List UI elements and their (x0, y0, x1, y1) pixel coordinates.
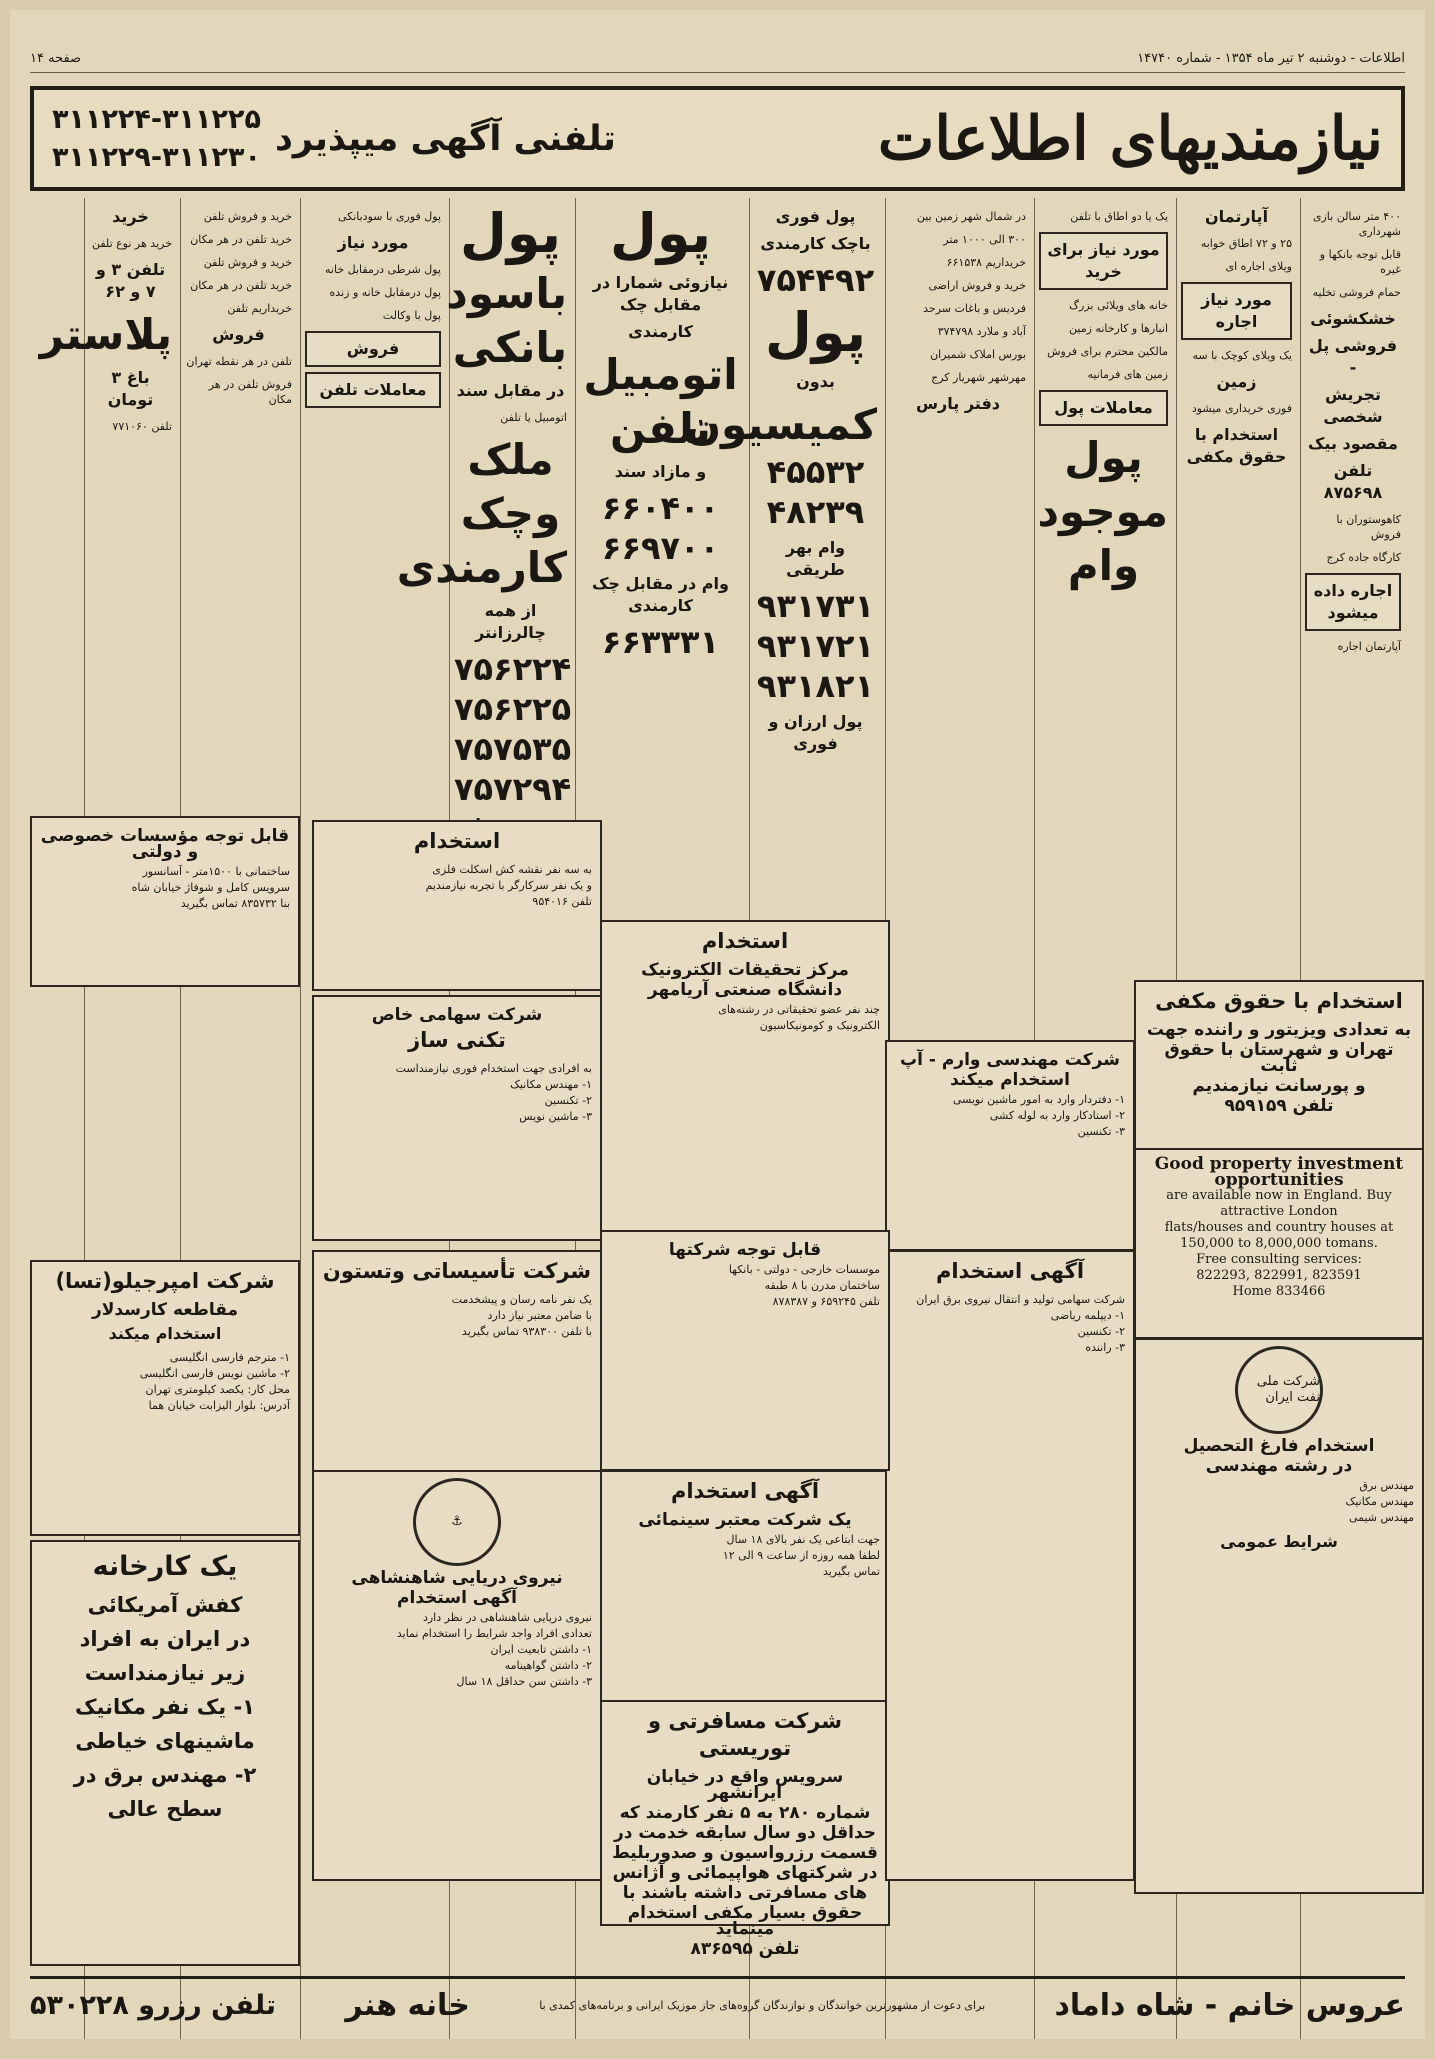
advert-line: در شرکتهای هواپیمائی و آژانس (612, 1863, 878, 1883)
check-heading: وچک (460, 489, 561, 538)
advert-line: ۳- داشتن سن حداقل ۱۸ سال (456, 1675, 592, 1688)
ad-heading: باچک کارمندی (760, 234, 871, 253)
advert-line: با ضامن معتبر نیاز دارد (487, 1309, 592, 1322)
property-heading: ملک (467, 435, 554, 484)
ad-line: خرید تلفن در هر مکان (190, 233, 292, 246)
oil-company-logo: شرکت ملی نفت ایران (1235, 1346, 1323, 1434)
ad-line: ویلای اجاره ای (1225, 260, 1292, 273)
advert-title: استخدام (413, 829, 501, 853)
advert-line: استخدام میکند (108, 1324, 222, 1343)
advert-line: ۲- استادکار وارد به لوله کشی (989, 1109, 1125, 1122)
advert-subtitle: استخدام فارغ التحصیل (1183, 1436, 1375, 1456)
ad-line: ۴۰۰ متر سالن بازی شهرداری (1312, 210, 1401, 238)
section-label: معاملات تلفن (305, 372, 441, 408)
advert-line: مرکز تحقیقات الکترونیک (641, 960, 849, 980)
phone-number: ۶۶۳۳۳۱ (601, 623, 720, 661)
plaster-heading: پلاستر (39, 310, 172, 359)
advert-line: ۱- مترجم فارسی انگلیسی (169, 1351, 290, 1364)
advert-line: کفش آمریکائی (87, 1593, 243, 1617)
ad-line: تلفن ۷۷۱۰۶۰ (112, 420, 172, 433)
money-heading: پول موجود (1037, 433, 1168, 536)
ad-line: خرید هر نوع تلفن (91, 237, 172, 250)
factory-advertisement (30, 1540, 300, 1966)
footer-text: برای دعوت از مشهورترین خوانندگان و نوازندگان گروه‌های جاز موزیک ایرانی و برنامه‌های کمدی با (539, 1998, 986, 2012)
advert-title: استخدام (701, 929, 789, 953)
ad-line: قابل توجه بانکها و غیره (1319, 248, 1401, 276)
ad-line: فروش تلفن در هر مکان (208, 378, 292, 406)
bank-interest-heading: باسود بانکی (446, 269, 567, 372)
advert-line: ۳- راننده (1085, 1341, 1125, 1354)
advert-line: الکترونیک و کومونیکاسیون (759, 1019, 880, 1032)
advert-subtitle: مقاطعه کارسدلار (91, 1300, 239, 1320)
drafting-advertisement (312, 820, 602, 991)
ad-line: یک یا دو اطاق با تلفن (1070, 210, 1168, 223)
phone-number: ۹۳۱۸۲۱ (756, 667, 875, 705)
advert-line: تهران و شهرستان با حقوق ثابت (1164, 1040, 1394, 1076)
advert-line: چند نفر عضو تحقیقاتی در رشته‌های (718, 1003, 880, 1016)
advert-title: شرکت تأسیساتی وتستون (322, 1259, 592, 1283)
ad-heading: خرید (112, 207, 149, 226)
ad-line: حمام فروشی تخلیه (1312, 286, 1401, 299)
ad-heading: فروشی پل - (1308, 336, 1398, 377)
advert-line: ۲- تکنسین (1077, 1325, 1125, 1338)
ad-line: خرید و فروش اراضی (928, 279, 1026, 292)
english-line: Home 833466 (1232, 1284, 1326, 1299)
ad-line: خانه های ویلائی بزرگ (1069, 299, 1168, 312)
ad-line: خرید و فروش تلفن (203, 210, 292, 223)
phone-number: ۴۵۵۳۲ (766, 453, 865, 491)
advert-subtitle: تکنی ساز (408, 1028, 506, 1052)
phone-number: ۹۳۱۷۲۱ (756, 627, 875, 665)
ad-heading: مورد نیاز (337, 233, 409, 252)
ad-line: بورس املاک شمیران (930, 348, 1026, 361)
advert-title: شرکت مسافرتی و توریستی (647, 1709, 843, 1760)
ad-heading: تلفن ۳ و ۷ و ۶۲ (95, 260, 166, 301)
advert-line: قسمت رزرواسیون و صدوربلیط (612, 1843, 878, 1863)
ad-line: کارگاه جاده کرج (1326, 551, 1401, 564)
advert-line: ۱- مهندس مکانیک (510, 1078, 592, 1091)
banner-title: نیازمندیهای اطلاعات (877, 103, 1383, 174)
advert-line: موسسات خارجی - دولتی - بانکها (728, 1263, 880, 1276)
advert-line: و یک نفر سرکارگر با تجربه نیازمندیم (425, 879, 592, 892)
advert-line: مهندس شیمی (1348, 1511, 1414, 1524)
advert-line: استخدام میکند (950, 1070, 1070, 1090)
advert-line: یک نفر نامه رسان و پیشخدمت (451, 1293, 592, 1306)
english-line: Free consulting services: (1196, 1252, 1362, 1267)
ad-heading: و مازاد سند (614, 462, 707, 481)
advert-line: ۲- داشتن گواهینامه (504, 1659, 592, 1672)
advert-line: تلفن ۹۵۹۱۵۹ (1224, 1096, 1334, 1116)
advert-line: مهندس مکانیک (1345, 1495, 1414, 1508)
ad-heading: مقصود بیک (1308, 434, 1398, 453)
advert-line: ۱- داشتن تابعیت ایران (490, 1643, 592, 1656)
phone-number: ۴۸۲۳۹ (766, 493, 865, 531)
ad-line: پول شرطی درمقابل خانه (325, 263, 441, 276)
english-title: Good property investment opportunities (1154, 1154, 1404, 1190)
ad-heading: پول ارزان و فوری (768, 712, 863, 753)
ad-heading: باغ ۳ تومان (107, 368, 154, 409)
advert-line: مهندس برق (1359, 1479, 1414, 1492)
ad-heading: تلفن ۸۷۵۶۹۸ (1323, 461, 1383, 502)
advert-line: سطح عالی (107, 1797, 223, 1821)
auto-heading: اتومبیل (583, 350, 738, 399)
advert-line: ۳- ماشین نویس (519, 1110, 592, 1123)
advert-title: آگهی استخدام (670, 1479, 820, 1503)
banner-phone: ۳۱۱۲۲۹-۳۱۱۲۳۰ (52, 141, 261, 173)
advert-line: تلفن ۸۳۶۵۹۵ (690, 1939, 800, 1959)
issue-info: اطلاعات - دوشنبه ۲ تیر ماه ۱۳۵۴ - شماره ۱۴۷۴۰ (1137, 50, 1405, 66)
advert-subtitle: یک شرکت معتبر سینمائی (638, 1510, 852, 1530)
english-advertisement (1134, 1148, 1424, 1339)
advert-line: ۲- مهندس برق در (73, 1763, 257, 1787)
footer-brand: خانه هنر (345, 1987, 470, 2023)
english-line: are available now in England. Buy attractive London (1166, 1188, 1392, 1219)
advert-line: ساختمان مدرن با ۸ طبقه (764, 1279, 880, 1292)
page-number: صفحه ۱۴ (30, 50, 82, 66)
main-banner (30, 86, 1405, 191)
ad-line: کاهوستوران با فروش (1336, 513, 1401, 541)
advert-line: ساختمانی با ۱۵۰۰متر - آسانسور (142, 865, 290, 878)
english-line: flats/houses and country houses at 150,000 to 8,000,000 tomans. (1164, 1220, 1394, 1251)
advert-line: سرویس واقع در خیابان ایرانشهر (646, 1767, 844, 1803)
navy-advertisement (312, 1470, 602, 1881)
ad-heading: فروش (212, 325, 265, 344)
advert-line: شرایط عمومی (1220, 1532, 1338, 1551)
advert-line: تلفن ۶۵۹۲۴۵ و ۸۷۸۳۸۷ (772, 1295, 880, 1308)
ad-heading: کارمندی (628, 322, 693, 341)
ad-line: پول فوری با سودبانکی (337, 210, 441, 223)
advert-line: بنا ۸۳۵۷۳۲ تماس بگیرید (180, 897, 290, 910)
footer-title: عروس خانم - شاه داماد (1054, 1987, 1405, 2023)
advert-line: تلفن ۹۵۴۰۱۶ (532, 895, 592, 908)
ad-line: زمین های فرمانیه (1087, 368, 1168, 381)
phone-number: ۹۳۱۷۳۱ (756, 587, 875, 625)
section-label: اجاره داده میشود (1305, 573, 1401, 631)
advert-line: شرکت سهامی تولید و انتقال نیروی برق ایران (916, 1293, 1125, 1306)
section-label: معاملات پول (1039, 390, 1168, 426)
loan-heading: وام (1067, 541, 1140, 590)
ad-heading: از همه چالرزانتر (475, 601, 546, 642)
advert-title: قابل توجه شرکتها (668, 1240, 822, 1260)
advert-line: شماره ۲۸۰ به ۵ نفر کارمند که (619, 1803, 871, 1823)
ad-line: پول درمقابل خانه و زنده (329, 286, 441, 299)
ad-heading: پول فوری (775, 207, 856, 226)
companies-notice-advertisement (600, 1230, 890, 1471)
advert-line: زیر نیازمنداست (84, 1661, 246, 1685)
advert-line: های مسافرتی داشته باشند با (622, 1883, 868, 1903)
advert-line: محل کار: یکصد کیلومتری تهران (145, 1383, 290, 1396)
phone-number: ۷۵۴۴۹۲ (756, 261, 875, 299)
money-heading: پول (610, 202, 711, 265)
ad-line: انبارها و کارخانه زمین (1069, 322, 1168, 335)
advert-line: به افرادی جهت استخدام فوری نیازمنداست (395, 1062, 592, 1075)
advert-line: در رشته مهندسی (1205, 1456, 1353, 1476)
ad-heading: استخدام با حقوق مکفی (1186, 425, 1287, 466)
advert-line: حقوق بسیار مکفی استخدام مینماید (627, 1903, 863, 1939)
ad-line: اتومبیل یا تلفن (500, 411, 567, 424)
advert-line: ۱- یک نفر مکانیک (75, 1695, 255, 1719)
ad-line: مهرشهر شهریار کرج (931, 371, 1026, 384)
advert-line: دانشگاه صنعتی آریامهر (647, 980, 843, 1000)
advert-line: ۲- تکنسین (544, 1094, 592, 1107)
ad-heading: وام در مقابل چک کارمندی (592, 574, 729, 615)
header-strip (30, 44, 1405, 73)
ad-heading: زمین (1216, 372, 1257, 391)
ad-heading: نیازوئی شمارا در مقابل چک (592, 273, 729, 314)
power-company-advertisement (885, 1250, 1135, 1881)
phone-number: ۷۵۷۵۳۵ (454, 730, 572, 768)
ad-line: در شمال شهر زمین بین (916, 210, 1026, 223)
advert-subtitle: آگهی استخدام (397, 1588, 517, 1608)
travel-advertisement (600, 1700, 890, 1959)
advert-line: لطفا همه روزه از ساعت ۹ الی ۱۲ (722, 1549, 880, 1562)
advert-title: یک کارخانه (92, 1551, 238, 1582)
building-rent-advertisement (30, 816, 300, 987)
advert-line: نیروی دریایی شاهنشاهی در نظر دارد (422, 1611, 592, 1624)
ad-line: یک ویلای کوچک با سه (1192, 349, 1292, 362)
advert-line: سرویس کامل و شوفاژ خیابان شاه (131, 881, 290, 894)
advert-line: تماس بگیرید (822, 1565, 880, 1578)
company-advertisement (30, 1260, 300, 1536)
ad-heading: وام بهر طریقی (785, 538, 846, 579)
money-heading: پول (765, 301, 866, 364)
section-label: مورد نیاز اجاره (1181, 282, 1292, 340)
ad-heading: تجریش شخصی (1323, 385, 1383, 426)
ad-line: خرید و فروش تلفن (203, 256, 292, 269)
phone-heading: تلفن (610, 404, 711, 453)
ad-heading: بدون (796, 372, 835, 391)
ad-line: پول با وکالت (382, 309, 441, 322)
banner-phone: ۳۱۱۲۲۴-۳۱۱۲۲۵ (52, 103, 261, 135)
banner-telephone-label: تلفنی آگهی میپذیرد (274, 118, 616, 159)
ad-line: تلفن در هر نقطه تهران (186, 355, 292, 368)
employee-heading: کارمندی (396, 543, 567, 592)
money-heading: پول (460, 202, 561, 265)
advert-line: و پورسانت نیازمندیم (1192, 1076, 1366, 1096)
advert-title: شرکت سهامی خاص (371, 1005, 543, 1025)
advert-title: قابل توجه مؤسسات خصوصی و دولتی (40, 826, 290, 862)
advert-line: در ایران به افراد (79, 1627, 251, 1651)
phone-number: ۶۶۹۷۰۰ (601, 529, 720, 567)
advert-title: شرکت مهندسی وارم - آپ (900, 1050, 1120, 1070)
advert-title: استخدام با حقوق مکفی (1155, 989, 1403, 1013)
ad-heading: در مقابل سند (456, 381, 565, 400)
ad-line: خریداریم ۶۶۱۵۳۸ (946, 256, 1026, 269)
section-label: مورد نیاز برای خرید (1039, 232, 1168, 290)
advert-line: تعدادی افراد واجد شرایط را استخدام نماید (396, 1627, 592, 1640)
footer-phone: تلفن رزرو ۵۳۰۲۲۸ (30, 1989, 276, 2021)
ad-line: خریداریم تلفن (227, 302, 292, 315)
advert-line: ۲- ماشین نویس فارسی انگلیسی (139, 1367, 290, 1380)
banner-phone-list (34, 101, 261, 177)
phone-number: ۷۵۶۲۲۵ (454, 690, 572, 728)
phone-number: ۷۵۶۲۲۴ (454, 650, 572, 688)
employment-advertisement (600, 920, 890, 1241)
banner-contact (34, 101, 616, 177)
advert-line: ۱- دفتردار وارد به امور ماشین نویسی (952, 1093, 1125, 1106)
advert-title: آگهی استخدام (935, 1259, 1085, 1283)
ad-heading: دفتر پارس (915, 394, 1001, 413)
ad-line: خرید تلفن در هر مکان (190, 279, 292, 292)
techni-saz-advertisement (312, 995, 602, 1241)
advert-line: با تلفن ۹۳۸۳۰۰ تماس بگیرید (461, 1325, 592, 1338)
advert-line: به تعدادی ویزیتور و راننده جهت (1146, 1020, 1412, 1040)
ad-line: مالکین محترم برای فروش (1047, 345, 1168, 358)
advert-title: شرکت امپرجیلو(تسا) (55, 1269, 275, 1293)
ad-line: ۲۵ و ۷۲ اطاق خوابه (1200, 237, 1292, 250)
cinema-advertisement (600, 1470, 890, 1706)
newspaper-page (10, 10, 1425, 2039)
advert-line: جهت ابتاعی یک نفر بالای ۱۸ سال (726, 1533, 880, 1546)
ad-line: آپارتمان اجاره (1337, 640, 1401, 653)
advert-line: آدرس: بلوار الیزابت خیابان هما (148, 1399, 290, 1412)
ad-heading: خشکشوئی (1310, 309, 1396, 328)
installation-company-advertisement (312, 1250, 602, 1476)
warm-up-company-advertisement (885, 1040, 1135, 1251)
navy-emblem: ⚓ (413, 1478, 501, 1566)
advert-line: به سه نفر نقشه کش اسکلت فلزی (432, 863, 592, 876)
advert-line: ۱- دیپلمه ریاضی (1050, 1309, 1125, 1322)
ad-line: آباد و ملارد ۳۷۴۷۹۸ (937, 325, 1026, 338)
ad-line: فردیس و باغات سرحد (923, 302, 1026, 315)
english-line: 822293, 822991, 823591 (1196, 1268, 1362, 1283)
phone-number: ۶۶۰۴۰۰ (601, 489, 720, 527)
section-label: فروش (305, 331, 441, 367)
oil-company-advertisement (1134, 1338, 1424, 1894)
ad-line: فوری خریداری میشود (1191, 402, 1292, 415)
footer-banner (30, 1976, 1405, 2031)
advert-title: نیروی دریایی شاهنشاهی (351, 1568, 563, 1588)
advert-line: ماشینهای خیاطی (75, 1729, 255, 1753)
advert-line: حداقل دو سال سابقه خدمت در (613, 1823, 877, 1843)
ad-line: ۳۰۰ الی ۱۰۰۰ متر (943, 233, 1026, 246)
commission-heading: کمیسیون (685, 400, 877, 449)
advert-line: ۳- تکنسین (1077, 1125, 1125, 1138)
phone-number: ۷۵۷۲۹۴ (454, 770, 572, 808)
ad-heading: آپارتمان (1204, 207, 1269, 226)
